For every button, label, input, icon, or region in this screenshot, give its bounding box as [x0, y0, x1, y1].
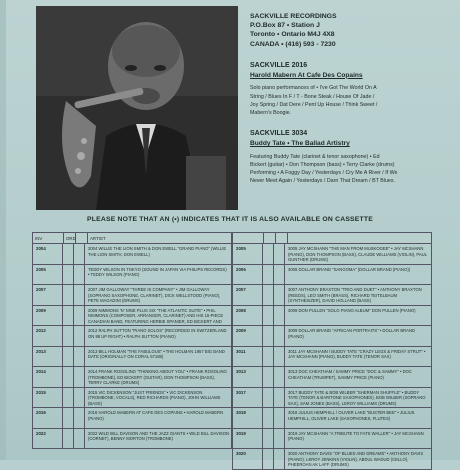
table-header [32, 232, 232, 243]
header-artist: ARTIST [90, 235, 106, 241]
order-cell[interactable] [274, 326, 285, 346]
catalog-number-cell: 3017 [233, 388, 263, 408]
inventory-cell[interactable] [263, 449, 274, 469]
catalog-number-cell: 2006 [233, 265, 263, 285]
header-inv [233, 233, 264, 243]
inventory-cell[interactable] [63, 408, 74, 428]
table-row [32, 243, 232, 265]
order-cell[interactable] [274, 285, 285, 305]
catalog-number-cell: 2005 [33, 265, 63, 285]
inventory-cell[interactable] [263, 265, 274, 285]
table-row [232, 306, 432, 327]
inventory-cell[interactable] [263, 306, 274, 326]
address-line: CANADA • (416) 593 - 7230 [250, 40, 336, 48]
catalog-number-cell: 2007 [33, 285, 63, 305]
order-cell[interactable] [74, 265, 85, 285]
artist-cell: 2014 FRANK ROSOLINO "THINKING ABOUT YOU" • FRANK ROSOLINO (TROMBONE), ED BICKERT (GUITAR), DON THOMPSON (BASS), TERRY CLARKE (DRUMS) [88, 369, 227, 386]
description-line: Performing • A Foggy Day / Yesterdays / Cry Me A River / If We [250, 170, 398, 177]
inventory-cell[interactable] [63, 244, 74, 264]
table-row [232, 388, 432, 409]
table-row [32, 429, 232, 450]
catalog-number-cell: 2014 [33, 367, 63, 387]
table-row [232, 429, 432, 450]
order-cell[interactable] [274, 367, 285, 387]
order-cell[interactable] [274, 265, 285, 285]
catalog-number-cell: 3011 [233, 347, 263, 367]
catalog-number-cell: 2009 [233, 326, 263, 346]
order-cell[interactable] [74, 367, 85, 387]
order-cell[interactable] [274, 429, 285, 449]
artist-cell: 3006 DOLLAR BRAND "SANGOMA" (DOLLAR BRAND (PIANO)) [288, 266, 411, 272]
order-cell[interactable] [274, 449, 285, 469]
catalog-number-cell: 2004 [33, 244, 63, 264]
description-line: Joy Spring / Dat Dere / Pent Up House / Think Sweet / [250, 101, 378, 108]
artist-cell: 3013 DOC CHEATHAM / SAMMY PRICE "DOC & SAMMY" • DOC CHEATHAM (TRUMPET), SAMMY PRICE (PIANO) [288, 369, 412, 380]
order-cell[interactable] [274, 244, 285, 264]
description-line: Never Meet Again / Yesterdays / Darn That Dream / BT Blues. [250, 178, 395, 185]
catalog-number-cell: 2005 [233, 244, 263, 264]
table-row [32, 285, 232, 306]
artist-cell: 3018 JULIUS HEMPHILL / OLIVER LAKE "BUSTER BEE" • JULIUS HEMPHILL, OLIVER LAKE (SAXOPHONES, FLUTES) [288, 410, 415, 421]
description-line: String / Blues In F / T - Bone Steak / House Of Jade / [250, 93, 375, 100]
inventory-cell[interactable] [63, 367, 74, 387]
catalog-number-cell: 3020 [233, 449, 263, 469]
label-info-block [250, 8, 455, 186]
header-ord: ORD [64, 233, 76, 243]
catalog-number-cell: 2016 [33, 408, 63, 428]
inventory-cell[interactable] [263, 367, 274, 387]
order-cell[interactable] [74, 285, 85, 305]
inventory-cell[interactable] [263, 326, 274, 346]
inventory-cell[interactable] [63, 285, 74, 305]
release-title: Buddy Tate • The Ballad Artistry [250, 140, 350, 148]
description-line: Bickert (guitar) • Don Thompson (bass) • Terry Clarke (drums) [250, 162, 395, 169]
inventory-cell[interactable] [63, 265, 74, 285]
artist-cell: 2022 WILD BILL DAVISON AND THE JAZZ GIANTS • WILD BILL DAVISON (CORNET), BENNY MORTON (TROMBONE) [88, 430, 230, 442]
table-row [232, 449, 432, 470]
row-list [232, 243, 432, 470]
table-row [32, 265, 232, 286]
table-row [232, 367, 432, 388]
cassette-notice: PLEASE NOTE THAT AN (•) INDICATES THAT IT IS ALSO AVAILABLE ON CASSETTE [87, 216, 373, 223]
inventory-cell[interactable] [263, 408, 274, 428]
address-line: P.O.Box 87 • Station J [250, 22, 320, 30]
description-line: Mabern's Boogie. [250, 109, 292, 116]
artist-cell: 2012 RALPH SUTTON "PIANO SOLOS" (RECORDED IN SWITZERLAND ON 88 UP RIGHT) • RALPH SUTTON (PIANO) [88, 328, 227, 339]
table-row [32, 306, 232, 327]
order-cell[interactable] [274, 388, 285, 408]
row-list [32, 243, 232, 449]
catalog-number-cell: 3013 [233, 367, 263, 387]
release-number: SACKVILLE 2016 [250, 61, 308, 69]
artist-cell: TEDDY WILSON IN TOKYO (SOUND IN JAPAN VIA PHILIPS RECORDS) • TEDDY WILSON (PIANO) [88, 266, 227, 278]
inventory-cell[interactable] [63, 326, 74, 346]
header-blank [76, 233, 88, 243]
table-row [232, 347, 432, 368]
inventory-cell[interactable] [263, 388, 274, 408]
table-row [232, 265, 432, 286]
release-description [250, 84, 455, 117]
table-row [32, 388, 232, 409]
header-blank [276, 233, 288, 243]
table-row [232, 285, 432, 306]
catalog-number-cell: 2007 [233, 285, 263, 305]
artist-cell: 3020 ANTHONY DAVIS "OF BLUES AND DREAMS" • ANTHONY DAVIS (PIANO), LEROY JENKINS (VIOLIN), ABDUL WADUD (CELLO), PHEEROAN AK LAFF (DRUMS) [288, 451, 424, 468]
artist-cell: 3011 JAY MCSHANN / BUDDY TATE "CRAZY LEGS & FRIDAY STRUT" • JAY MCSHANN (PIANO), BUDDY TATE (TENOR SAX) [288, 348, 426, 360]
artist-cell: 2004 WILLIE THE LION SMITH & DON EWELL "GRAND PIANO" (WILLIE THE LION SMITH, DON EWELL) [88, 246, 227, 257]
inventory-cell[interactable] [63, 388, 74, 408]
catalog-number-cell: 2008 [233, 306, 263, 326]
table-row [232, 326, 432, 347]
order-cell[interactable] [74, 429, 85, 449]
featured-release [250, 61, 455, 118]
artist-cell: 3008 DON PULLEN "SOLO PIANO ALBUM" DON PULLEN (PIANO) [288, 307, 416, 313]
featured-release [250, 129, 455, 186]
catalog-number-cell: 3018 [233, 408, 263, 428]
artist-cell: 2015 VIC DICKENSON "JUST FRIENDS" • VIC DICKENSON (TROMBONE, VOCALS), RED RICHARDS (PIANO), JOHN WILLIAMS (BASS) [88, 389, 221, 406]
catalog-number-cell: 2012 [33, 326, 63, 346]
table-row [32, 347, 232, 368]
header-inv: INV [33, 233, 64, 243]
catalog-number-cell: 2013 [33, 347, 63, 367]
order-cell[interactable] [74, 306, 85, 326]
artist-cell: 3017 BUDDY TATE & BOB WILBER "SHERMAN SHUFFLE" • BUDDY TATE (TENOR & BARITONE SAXOPHONES), BOB WILBER (SOPRANO SAX), SAM JONES (BASS), LEROY WILLIAMS (DRUMS) [288, 389, 426, 406]
order-column-left [32, 232, 232, 449]
release-title: Harold Mabern At Cafe Des Copains [250, 71, 363, 79]
order-cell[interactable] [74, 408, 85, 428]
inventory-cell[interactable] [63, 347, 74, 367]
catalog-number-cell: 2009 [33, 306, 63, 326]
artist-cell: 3005 JAY MCSHANN "THE MAN FROM MUSKOGEE" • JAY MCSHANN (PIANO), DON THOMPSON (BASS), CLAUDE WILLIAMS (VIOLIN), PAUL GUNTHER (DRUMS) [288, 246, 427, 263]
address-line: Toronto • Ontario M4J 4X8 [250, 31, 335, 39]
order-cell[interactable] [74, 388, 85, 408]
inventory-cell[interactable] [63, 429, 74, 449]
artist-cell: 2009 NIMMONS 'N' NINE PLUS SIX "THE ATLANTIC SUITE" • PHIL NIMMONS (COMPOSER, ARRANGER, CLARINET) AND HIS 15-PIECE CANADIAN BAND, FEATURING HERBIE SPANIER, ED BICKERT AND [88, 307, 224, 324]
header-artist [288, 233, 431, 243]
label-name: SACKVILLE RECORDINGS [250, 13, 337, 20]
inventory-cell[interactable] [63, 306, 74, 326]
catalog-number-cell: 2015 [33, 388, 63, 408]
inventory-cell[interactable] [263, 285, 274, 305]
order-column-right [232, 232, 432, 470]
musician-photo [36, 6, 238, 210]
order-cell[interactable] [74, 347, 85, 367]
inventory-cell[interactable] [263, 244, 274, 264]
description-line: Featuring Buddy Tate (clarinet & tenor saxophone) • Ed [250, 153, 380, 160]
artist-cell: 3019 JAY MCSHANN "A TRIBUTE TO FATS WALLER" • JAY MCSHANN (PIANO) [288, 430, 424, 442]
label-address [250, 12, 455, 49]
catalog-number-cell: 3019 [233, 429, 263, 449]
artist-cell: 2013 BILL HOLMAN "THE FABULOUS" • THE HOLMAN 1957 BIG BAND DATE (ORIGINALLY ON CORAL 57188) [88, 348, 225, 360]
description-line: Solo piano performances of • I've Got The World On A [250, 85, 377, 92]
table-row [32, 408, 232, 429]
artist-cell: 3009 DOLLAR BRAND "AFRICAN PORTRAITS" • DOLLAR BRAND (PIANO) [288, 328, 415, 339]
inventory-cell[interactable] [263, 429, 274, 449]
release-description [250, 153, 455, 186]
order-cell[interactable] [74, 244, 85, 264]
table-row [32, 367, 232, 388]
table-row [232, 243, 432, 265]
release-number: SACKVILLE 3034 [250, 130, 308, 138]
header-ord [264, 233, 276, 243]
artist-cell: 2016 HAROLD MABERN AT CAFE DES COPAINS • HAROLD MABERN (PIANO) [88, 410, 224, 421]
catalog-number-cell: 2022 [33, 429, 63, 449]
table-header [232, 232, 432, 243]
order-cell[interactable] [274, 408, 285, 428]
order-table [32, 232, 458, 468]
page-edge-shadow [0, 0, 6, 460]
artist-cell: 3007 ANTHONY BRAXTON "TRIO AND DUET" • ANTHONY BRAXTON (REEDS), LEO SMITH (BRASS), RICHARD TEITELBAUM (SYNTHESIZER), DAVID HOLLAND (BASS) [288, 287, 422, 304]
table-row [232, 408, 432, 429]
order-cell[interactable] [274, 306, 285, 326]
inventory-cell[interactable] [263, 347, 274, 367]
order-cell[interactable] [74, 326, 85, 346]
table-row [32, 326, 232, 347]
order-cell[interactable] [274, 347, 285, 367]
artist-cell: 2007 JIM GALLOWAY "THREE IS COMPANY" • JIM GALLOWAY (SOPRANO SAXOPHONE, CLARINET), DICK WELLSTOOD (PIANO), PETE MAGADINI (DRUMS) [88, 287, 221, 304]
